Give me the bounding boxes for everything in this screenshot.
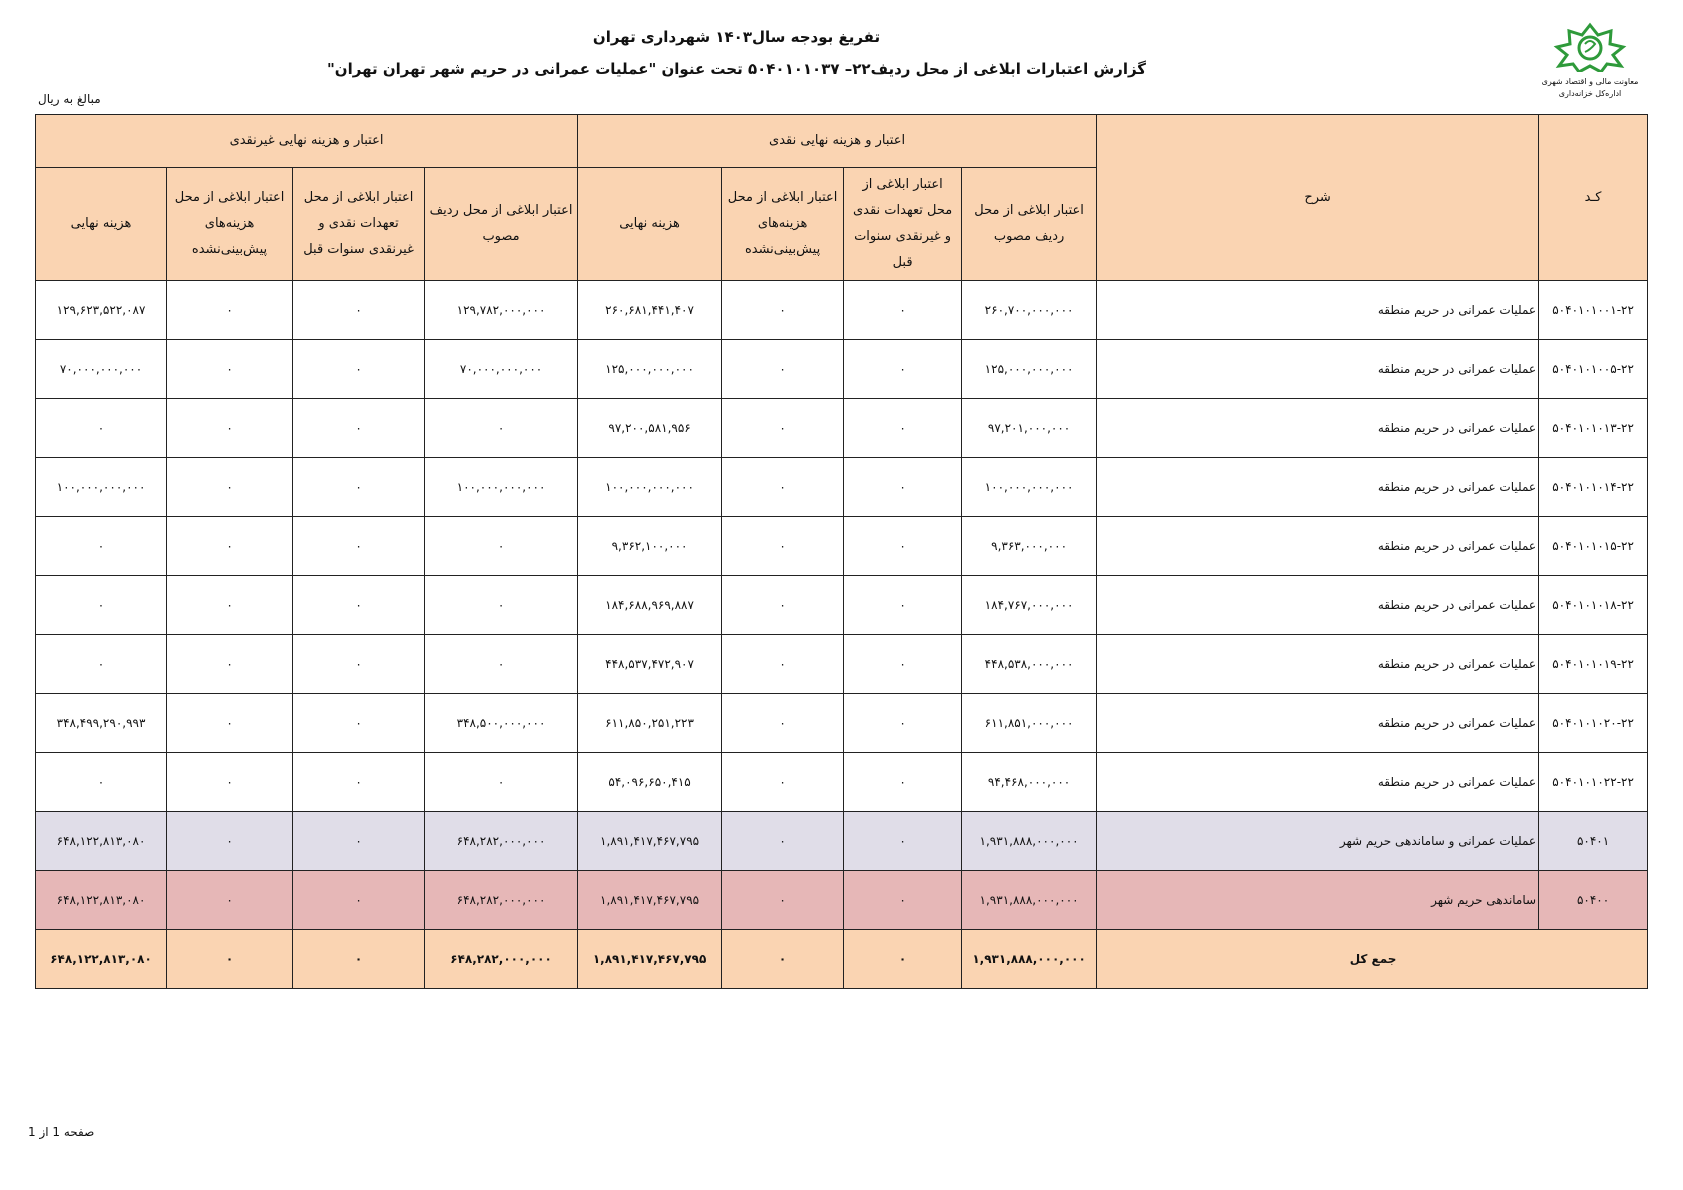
- amount-cell: ۰: [779, 539, 786, 553]
- col-header-code: کـد: [1539, 115, 1648, 281]
- amount-cell: ۶۴۸,۲۸۲,۰۰۰,۰۰۰: [450, 952, 552, 966]
- amount-cell: ۱۲۹,۶۲۳,۵۲۲,۰۸۷: [56, 303, 146, 317]
- table-row: [36, 458, 1648, 517]
- amount-cell: ۰: [497, 598, 505, 612]
- budget-table: [35, 114, 1648, 989]
- table-row: [36, 753, 1648, 812]
- row-description: عملیات عمرانی در حریم منطقه: [1097, 340, 1539, 399]
- amount-cell: ۰: [899, 834, 906, 848]
- amount-cell: ۱۲۵,۰۰۰,۰۰۰,۰۰۰: [605, 362, 694, 376]
- amount-cell: ۰: [226, 480, 233, 494]
- amount-cell: ۱,۹۳۱,۸۸۸,۰۰۰,۰۰۰: [979, 834, 1079, 848]
- amount-cell: ۶۱۱,۸۵۱,۰۰۰,۰۰۰: [984, 716, 1074, 730]
- amount-cell: ۰: [226, 362, 233, 376]
- row-code: ۵۰۴۰۱۰۱۰۱۳-۲۲: [1552, 421, 1634, 435]
- amount-cell: ۰: [355, 657, 362, 671]
- amount-cell: ۰: [226, 539, 233, 553]
- amount-cell: ۰: [226, 775, 233, 789]
- amount-cell: ۱۸۴,۷۶۷,۰۰۰,۰۰۰: [984, 598, 1074, 612]
- amount-cell: ۰: [97, 775, 105, 789]
- amount-cell: ۷۰,۰۰۰,۰۰۰,۰۰۰: [59, 362, 143, 376]
- noncash-col-header: اعتبار ابلاغی از محل هزینه‌های پیش‌بینی‌نشده: [167, 168, 293, 281]
- amount-cell: ۶۴۸,۱۲۲,۸۱۳,۰۸۰: [50, 952, 152, 966]
- row-description: عملیات عمرانی در حریم منطقه: [1097, 694, 1539, 753]
- amount-cell: ۰: [355, 480, 362, 494]
- amount-cell: ۶۱۱,۸۵۰,۲۵۱,۲۲۳: [605, 716, 694, 730]
- table-row: [36, 340, 1648, 399]
- amount-cell: ۰: [497, 775, 505, 789]
- cash-col-header: اعتبار ابلاغی از محل هزینه‌های پیش‌بینی‌نشده: [722, 168, 844, 281]
- amount-cell: ۰: [779, 598, 786, 612]
- municipality-logo: [1535, 22, 1645, 100]
- amount-cell: ۰: [779, 775, 786, 789]
- amount-cell: ۹,۳۶۳,۰۰۰,۰۰۰: [991, 539, 1068, 553]
- row-description: عملیات عمرانی و ساماندهی حریم شهر: [1097, 812, 1539, 871]
- row-description: عملیات عمرانی در حریم منطقه: [1097, 635, 1539, 694]
- amount-cell: ۰: [779, 421, 786, 435]
- cash-col-header: اعتبار ابلاغی از محل تعهدات نقدی و غیرنقدی سنوات قبل: [844, 168, 962, 281]
- amount-cell: ۶۴۸,۱۲۲,۸۱۳,۰۸۰: [56, 834, 146, 848]
- amount-cell: ۰: [779, 362, 786, 376]
- row-description: جمع کل: [1097, 930, 1648, 989]
- amount-cell: ۰: [226, 834, 233, 848]
- table-row: [36, 281, 1648, 340]
- amount-cell: ۹۷,۲۰۱,۰۰۰,۰۰۰: [987, 421, 1071, 435]
- amount-cell: ۰: [226, 893, 233, 907]
- row-description: عملیات عمرانی در حریم منطقه: [1097, 399, 1539, 458]
- report-subtitle: گزارش اعتبارات ابلاغی از محل ردیف۲۲– ۵۰۴۰۱۰۱۰۳۷ تحت عنوان "عملیات عمرانی در حریم شهر تهران تهران": [326, 60, 1147, 78]
- amount-cell: ۴۴۸,۵۳۷,۴۷۲,۹۰۷: [605, 657, 694, 671]
- amount-cell: ۱۰۰,۰۰۰,۰۰۰,۰۰۰: [456, 480, 546, 494]
- amount-cell: ۰: [355, 716, 362, 730]
- row-code: ۵۰۴۰۱: [1576, 834, 1610, 848]
- amount-cell: ۲۶۰,۷۰۰,۰۰۰,۰۰۰: [984, 303, 1074, 317]
- amount-cell: ۰: [355, 362, 362, 376]
- amount-cell: ۰: [899, 598, 906, 612]
- table-row: [36, 576, 1648, 635]
- amount-cell: ۰: [97, 539, 105, 553]
- table-row: [36, 635, 1648, 694]
- col-header-description: شرح: [1097, 115, 1539, 281]
- amount-cell: ۰: [226, 421, 233, 435]
- amount-cell: ۰: [899, 303, 906, 317]
- tehran-municipality-emblem-icon: [1545, 22, 1635, 72]
- amount-cell: ۱۰۰,۰۰۰,۰۰۰,۰۰۰: [984, 480, 1074, 494]
- table-row: [36, 399, 1648, 458]
- amount-cell: ۰: [899, 480, 906, 494]
- amount-cell: ۱,۸۹۱,۴۱۷,۴۶۷,۷۹۵: [600, 893, 700, 907]
- amount-cell: ۰: [779, 893, 786, 907]
- amount-cell: ۱,۸۹۱,۴۱۷,۴۶۷,۷۹۵: [600, 834, 700, 848]
- amount-cell: ۴۴۸,۵۳۸,۰۰۰,۰۰۰: [984, 657, 1074, 671]
- row-code: ۵۰۴۰۱۰۱۰۰۵-۲۲: [1552, 362, 1634, 376]
- amount-cell: ۰: [225, 952, 234, 966]
- row-code: ۵۰۴۰۱۰۱۰۲۰-۲۲: [1552, 716, 1634, 730]
- amount-cell: ۰: [899, 775, 906, 789]
- row-code: ۵۰۴۰۰: [1576, 893, 1610, 907]
- amount-cell: ۶۴۸,۱۲۲,۸۱۳,۰۸۰: [56, 893, 146, 907]
- amount-cell: ۵۴,۰۹۶,۶۵۰,۴۱۵: [608, 775, 691, 789]
- row-description: عملیات عمرانی در حریم منطقه: [1097, 753, 1539, 812]
- amount-cell: ۰: [355, 303, 362, 317]
- logo-caption-2: اداره‌کل خزانه‌داری: [1558, 89, 1622, 98]
- table-row: [36, 517, 1648, 576]
- amount-cell: ۰: [355, 421, 362, 435]
- amount-cell: ۹۷,۲۰۰,۵۸۱,۹۵۶: [608, 421, 691, 435]
- amount-cell: ۱۸۴,۶۸۸,۹۶۹,۸۸۷: [605, 598, 694, 612]
- amount-cell: ۰: [899, 657, 906, 671]
- amount-cell: ۳۴۸,۴۹۹,۲۹۰,۹۹۳: [56, 716, 146, 730]
- amount-cell: ۰: [898, 952, 907, 966]
- amount-cell: ۱,۹۳۱,۸۸۸,۰۰۰,۰۰۰: [979, 893, 1079, 907]
- report-title: تفریغ بودجه سال۱۴۰۳ شهرداری تهران: [592, 28, 881, 46]
- amount-cell: ۰: [899, 716, 906, 730]
- amount-cell: ۰: [497, 421, 505, 435]
- noncash-col-header: هزینه نهایی: [36, 168, 167, 281]
- amount-cell: ۰: [779, 657, 786, 671]
- amount-cell: ۱۲۹,۷۸۲,۰۰۰,۰۰۰: [456, 303, 546, 317]
- amount-cell: ۰: [97, 421, 105, 435]
- amount-cell: ۶۴۸,۲۸۲,۰۰۰,۰۰۰: [456, 834, 546, 848]
- amount-cell: ۰: [497, 539, 505, 553]
- amount-cell: ۱,۸۹۱,۴۱۷,۴۶۷,۷۹۵: [592, 952, 707, 966]
- amount-cell: ۰: [778, 952, 787, 966]
- table-row: [36, 930, 1648, 989]
- row-description: عملیات عمرانی در حریم منطقه: [1097, 281, 1539, 340]
- amount-cell: ۰: [226, 303, 233, 317]
- amount-cell: ۰: [97, 598, 105, 612]
- row-description: عملیات عمرانی در حریم منطقه: [1097, 458, 1539, 517]
- amount-cell: ۰: [226, 598, 233, 612]
- table-row: [36, 694, 1648, 753]
- table-row: [36, 871, 1648, 930]
- noncash-col-header: اعتبار ابلاغی از محل تعهدات نقدی و غیرنقدی سنوات قبل: [293, 168, 425, 281]
- amount-cell: ۹,۳۶۲,۱۰۰,۰۰۰: [611, 539, 688, 553]
- amount-cell: ۰: [226, 657, 233, 671]
- row-code: ۵۰۴۰۱۰۱۰۱۸-۲۲: [1552, 598, 1634, 612]
- amount-cell: ۰: [899, 362, 906, 376]
- row-description: عملیات عمرانی در حریم منطقه: [1097, 517, 1539, 576]
- amount-cell: ۰: [355, 598, 362, 612]
- amount-cell: ۱۲۵,۰۰۰,۰۰۰,۰۰۰: [984, 362, 1074, 376]
- amount-cell: ۰: [497, 657, 505, 671]
- amount-cell: ۰: [779, 716, 786, 730]
- page-number: صفحه 1 از 1: [28, 1125, 95, 1139]
- currency-unit-note: مبالغ به ریال: [38, 92, 101, 106]
- row-code: ۵۰۴۰۱۰۱۰۱۹-۲۲: [1552, 657, 1634, 671]
- amount-cell: ۱,۹۳۱,۸۸۸,۰۰۰,۰۰۰: [972, 952, 1086, 966]
- amount-cell: ۶۴۸,۲۸۲,۰۰۰,۰۰۰: [456, 893, 546, 907]
- logo-caption-1: معاونت مالی و اقتصاد شهری: [1541, 77, 1639, 86]
- amount-cell: ۰: [226, 716, 233, 730]
- amount-cell: ۰: [899, 893, 906, 907]
- amount-cell: ۰: [779, 834, 786, 848]
- row-code: ۵۰۴۰۱۰۱۰۱۵-۲۲: [1552, 539, 1634, 553]
- amount-cell: ۱۰۰,۰۰۰,۰۰۰,۰۰۰: [56, 480, 146, 494]
- group-header-noncash: اعتبار و هزینه نهایی غیرنقدی: [36, 115, 578, 168]
- group-header-cash: اعتبار و هزینه نهایی نقدی: [578, 115, 1097, 168]
- amount-cell: ۰: [97, 657, 105, 671]
- amount-cell: ۰: [354, 952, 363, 966]
- amount-cell: ۰: [779, 303, 786, 317]
- amount-cell: ۰: [355, 539, 362, 553]
- amount-cell: ۰: [355, 834, 362, 848]
- amount-cell: ۰: [355, 775, 362, 789]
- row-code: ۵۰۴۰۱۰۱۰۱۴-۲۲: [1552, 480, 1634, 494]
- amount-cell: ۹۴,۴۶۸,۰۰۰,۰۰۰: [987, 775, 1071, 789]
- cash-col-header: اعتبار ابلاغی از محل ردیف مصوب: [962, 168, 1097, 281]
- amount-cell: ۰: [779, 480, 786, 494]
- amount-cell: ۱۰۰,۰۰۰,۰۰۰,۰۰۰: [605, 480, 694, 494]
- amount-cell: ۷۰,۰۰۰,۰۰۰,۰۰۰: [459, 362, 543, 376]
- amount-cell: ۰: [899, 421, 906, 435]
- row-description: عملیات عمرانی در حریم منطقه: [1097, 576, 1539, 635]
- amount-cell: ۲۶۰,۶۸۱,۴۴۱,۴۰۷: [605, 303, 694, 317]
- cash-col-header: هزینه نهایی: [578, 168, 722, 281]
- amount-cell: ۰: [355, 893, 362, 907]
- amount-cell: ۰: [899, 539, 906, 553]
- noncash-col-header: اعتبار ابلاغی از محل ردیف مصوب: [425, 168, 578, 281]
- table-row: [36, 812, 1648, 871]
- row-code: ۵۰۴۰۱۰۱۰۰۱-۲۲: [1552, 303, 1634, 317]
- row-description: ساماندهی حریم شهر: [1097, 871, 1539, 930]
- amount-cell: ۳۴۸,۵۰۰,۰۰۰,۰۰۰: [456, 716, 546, 730]
- row-code: ۵۰۴۰۱۰۱۰۲۲-۲۲: [1552, 775, 1634, 789]
